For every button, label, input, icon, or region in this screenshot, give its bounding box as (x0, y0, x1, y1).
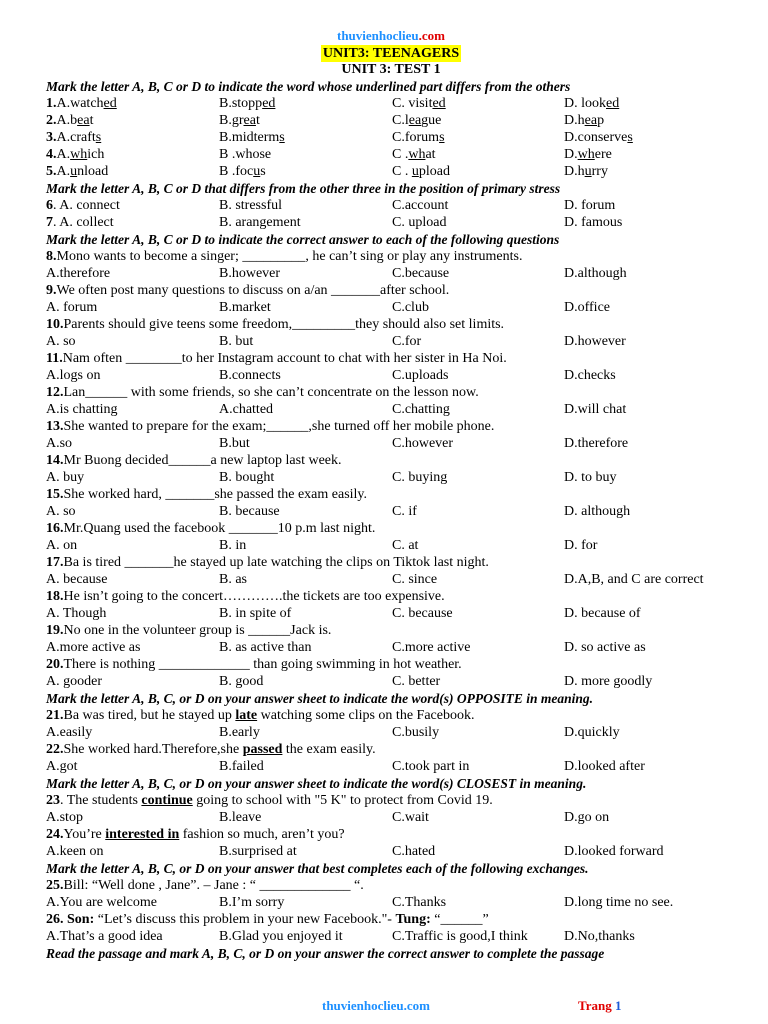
question-number: 6 (46, 198, 53, 213)
answer-option (392, 95, 564, 112)
answer-options (46, 571, 736, 588)
option-suffix: pload (418, 164, 450, 179)
question-number: 17. (46, 555, 64, 570)
answer-option: D.however (564, 334, 626, 349)
answer-option: B.Glad you enjoyed it (219, 929, 343, 944)
answer-options (46, 503, 736, 520)
question-number: 18. (46, 589, 64, 604)
answer-option: C.Thanks (392, 895, 447, 910)
answer-options (46, 435, 736, 452)
answer-option: A.You are welcome (46, 895, 157, 910)
question-number: 3. (46, 130, 57, 145)
answer-option: C.wait (392, 810, 429, 825)
answer-option (392, 146, 564, 163)
option-prefix: D.h (564, 113, 585, 128)
question-part: watching some clips on the Facebook. (257, 708, 475, 723)
option-prefix: C. upload (392, 215, 447, 230)
answer-option: B.however (219, 266, 281, 281)
answer-option: A.chatted (219, 402, 274, 417)
answer-option (46, 129, 219, 146)
question-part: Ba was tired, but he stayed up (63, 708, 236, 723)
underlined-part: ed (432, 96, 446, 111)
question-text (46, 792, 736, 809)
question-text (46, 520, 736, 537)
answer-option: B. because (219, 504, 280, 519)
answer-option (46, 146, 219, 163)
question-text (46, 248, 736, 265)
answer-option: D. for (564, 538, 598, 553)
answer-option: A. because (46, 572, 108, 587)
answer-option (219, 214, 392, 231)
answer-options (46, 299, 736, 316)
answer-options (46, 639, 736, 656)
question-text (46, 350, 736, 367)
answer-options (46, 112, 736, 129)
answer-option: C.because (392, 266, 450, 281)
option-suffix: rry (591, 164, 608, 179)
section-instruction: Mark the letter A, B, C, or D on your answer sheet to indicate the word(s) OPPOSITE in meaning. (46, 691, 594, 706)
answer-options (46, 333, 736, 350)
answer-option: C.hated (392, 844, 436, 859)
underlined-part: s (279, 130, 285, 145)
option-suffix: p (597, 113, 605, 128)
answer-option (219, 197, 392, 214)
question-part: fashion so much, aren’t you? (179, 827, 345, 842)
option-prefix: C.l (392, 113, 409, 128)
answer-option: D.quickly (564, 725, 620, 740)
answer-options (46, 129, 736, 146)
question-number: 22. (46, 742, 64, 757)
answer-option (564, 163, 736, 180)
question-stem: He isn’t going to the concert………….the tickets are too expensive. (63, 589, 445, 604)
option-prefix: C . (392, 164, 412, 179)
question-stem: Mr Buong decided______a new laptop last week. (63, 453, 342, 468)
answer-option: B. in (219, 538, 247, 553)
answer-option: A.stop (46, 810, 83, 825)
underlined-part: ed (606, 96, 620, 111)
answer-option: D.A,B, and C are correct (564, 572, 704, 587)
question-text (46, 384, 736, 401)
question-text (46, 452, 736, 469)
underlined-part: ea (77, 113, 90, 128)
question-part: . The students (60, 793, 142, 808)
answer-option: C.chatting (392, 402, 450, 417)
question-number: 5. (46, 164, 57, 179)
question-text (46, 316, 736, 333)
answer-options (46, 367, 736, 384)
question-text (46, 554, 736, 571)
question-number: 15. (46, 487, 64, 502)
option-suffix: t (89, 113, 94, 128)
answer-options (46, 214, 736, 231)
answer-options (46, 537, 736, 554)
question-stem: No one in the volunteer group is ______Jack is. (63, 623, 332, 638)
question-tail: “______” (430, 912, 489, 927)
answer-options (46, 197, 736, 214)
question-stem: We often post many questions to discuss on a/an _______after school. (56, 283, 450, 298)
question-number: 16. (46, 521, 64, 536)
underlined-word: interested in (105, 827, 180, 842)
option-suffix: s (260, 164, 266, 179)
question-number: 23 (46, 793, 60, 808)
question-text (46, 741, 736, 758)
answer-option: B. in spite of (219, 606, 292, 621)
answer-option (392, 163, 564, 180)
option-prefix: B .whose (219, 147, 272, 162)
answer-option: A.logs on (46, 368, 101, 383)
option-prefix: . A. collect (53, 215, 114, 230)
speaker-name: Tung: (395, 912, 431, 927)
answer-options (46, 843, 736, 860)
option-prefix: C.forum (392, 130, 440, 145)
site-domain: .com (418, 28, 445, 43)
answer-option: A. gooder (46, 674, 102, 689)
answer-option: C.uploads (392, 368, 449, 383)
question-part: She worked hard.Therefore,she (63, 742, 243, 757)
answer-option: C.club (392, 300, 429, 315)
question-text (46, 622, 736, 639)
answer-option (564, 197, 736, 214)
option-prefix: D.h (564, 164, 585, 179)
answer-option: C. better (392, 674, 441, 689)
option-prefix: D. famous (564, 215, 623, 230)
answer-option: C. buying (392, 470, 448, 485)
answer-option: A. buy (46, 470, 85, 485)
answer-option: A.more active as (46, 640, 141, 655)
answer-option: B.market (219, 300, 271, 315)
answer-option: A. so (46, 334, 76, 349)
answer-option: B.but (219, 436, 250, 451)
answer-option: A. forum (46, 300, 98, 315)
question-text (46, 826, 736, 843)
option-prefix: D.conserve (564, 130, 628, 145)
page-number: Trang 1 (578, 998, 622, 1013)
question-number: 19. (46, 623, 64, 638)
answer-option: C.for (392, 334, 422, 349)
answer-option: D.although (564, 266, 627, 281)
underlined-part: s (627, 130, 633, 145)
answer-option: B. as active than (219, 640, 312, 655)
answer-option: B.leave (219, 810, 262, 825)
answer-option: B.failed (219, 759, 264, 774)
underlined-part: wh (408, 147, 426, 162)
answer-option (392, 214, 564, 231)
question-number: 12. (46, 385, 64, 400)
question-number: 25. (46, 878, 64, 893)
answer-options (46, 724, 736, 741)
answer-options (46, 163, 736, 180)
answer-options (46, 401, 736, 418)
unit-title: UNIT3: TEENAGERS (322, 46, 460, 61)
test-subtitle: UNIT 3: TEST 1 (341, 62, 441, 77)
answer-option: D.therefore (564, 436, 629, 451)
option-prefix: A.watch (56, 96, 104, 111)
answer-option (219, 95, 392, 112)
question-stem: Mr.Quang used the facebook _______10 p.m last night. (63, 521, 376, 536)
question-number: 26. Son: (46, 912, 95, 927)
answer-option: A.keen on (46, 844, 104, 859)
answer-option: B.I’m sorry (219, 895, 285, 910)
option-prefix: D. (564, 147, 578, 162)
answer-option: D. although (564, 504, 631, 519)
site-name: thuvienhoclieu (337, 28, 419, 43)
option-suffix: ere (594, 147, 612, 162)
answer-option (46, 112, 219, 129)
page-footer (0, 998, 768, 1016)
answer-options (46, 146, 736, 163)
question-number: 9. (46, 283, 57, 298)
question-text (46, 656, 736, 673)
question-text (46, 486, 736, 503)
answer-option: C. because (392, 606, 453, 621)
underlined-part: ed (262, 96, 276, 111)
answer-option (392, 129, 564, 146)
option-prefix: D. forum (564, 198, 616, 213)
underlined-part: ea (584, 113, 598, 128)
answer-option: C. at (392, 538, 419, 553)
section-instruction: Mark the letter A, B, C, or D on your answer sheet to indicate the word(s) CLOSEST in meaning. (46, 776, 587, 791)
answer-option: B. good (219, 674, 264, 689)
option-suffix: gue (421, 113, 442, 128)
answer-option: D.go on (564, 810, 610, 825)
question-part: You’re (63, 827, 106, 842)
underlined-part: u (253, 164, 261, 179)
option-prefix: . A. connect (53, 198, 120, 213)
answer-option: A.therefore (46, 266, 111, 281)
section-instruction: Mark the letter A, B, C or D to indicate the word whose underlined part differs from the others (46, 79, 571, 94)
answer-option: D.looked after (564, 759, 645, 774)
underlined-part: u (584, 164, 592, 179)
question-stem: Bill: “Well done , Jane”. – Jane : “ _____________ “. (63, 878, 364, 893)
answer-option (564, 129, 736, 146)
answer-option (392, 197, 564, 214)
underlined-part: ea (243, 113, 256, 128)
option-prefix: B. arangement (219, 215, 301, 230)
option-prefix: B .foc (219, 164, 254, 179)
answer-options (46, 928, 736, 945)
answer-option (46, 214, 219, 231)
answer-option: D.No,thanks (564, 929, 635, 944)
answer-options (46, 95, 736, 112)
underlined-part: ed (103, 96, 117, 111)
answer-option: B.surprised at (219, 844, 297, 859)
question-number: 24. (46, 827, 64, 842)
question-number: 2. (46, 113, 57, 128)
question-number: 13. (46, 419, 64, 434)
question-stem: There is nothing _____________ than going swimming in hot weather. (63, 657, 462, 672)
option-prefix: C. visit (392, 96, 433, 111)
option-suffix: at (425, 147, 436, 162)
question-text (46, 911, 736, 928)
question-text (46, 282, 736, 299)
answer-option: C.Traffic is good,I think (392, 929, 528, 944)
answer-option: C.busily (392, 725, 440, 740)
answer-option (46, 163, 219, 180)
site-header (46, 28, 736, 44)
answer-option (564, 95, 736, 112)
underlined-part: wh (70, 147, 88, 162)
answer-option: A.so (46, 436, 73, 451)
answer-option: A.got (46, 759, 78, 774)
question-stem: Nam often ________to her Instagram account to chat with her sister in Ha Noi. (62, 351, 507, 366)
question-stem: “Let’s discuss this problem in your new Facebook."- (94, 912, 396, 927)
option-prefix: D. look (564, 96, 606, 111)
answer-option: D.will chat (564, 402, 627, 417)
answer-option: D.checks (564, 368, 616, 383)
option-suffix: t (255, 113, 260, 128)
answer-option: C. if (392, 504, 417, 519)
answer-option: D. to buy (564, 470, 617, 485)
option-prefix: B.midterm (219, 130, 280, 145)
underlined-part: s (95, 130, 102, 145)
option-prefix: B.gr (219, 113, 244, 128)
answer-options (46, 265, 736, 282)
option-prefix: B.stopp (219, 96, 263, 111)
answer-option: C.took part in (392, 759, 470, 774)
answer-option: A.That’s a good idea (46, 929, 163, 944)
option-prefix: A.craft (56, 130, 96, 145)
answer-option: C. since (392, 572, 438, 587)
underlined-part: u (70, 164, 78, 179)
worksheet-page (46, 28, 736, 962)
question-stem: Parents should give teens some freedom,_________they should also set limits. (63, 317, 505, 332)
option-prefix: C.account (392, 198, 449, 213)
question-number: 20. (46, 657, 64, 672)
question-number: 7 (46, 215, 53, 230)
underlined-word: continue (141, 793, 193, 808)
question-number: 8. (46, 249, 57, 264)
answer-option: D. so active as (564, 640, 646, 655)
answer-option: B.connects (219, 368, 281, 383)
answer-options (46, 469, 736, 486)
underlined-word: passed (242, 742, 283, 757)
question-text (46, 418, 736, 435)
answer-option: B. bought (219, 470, 275, 485)
option-prefix: C . (392, 147, 409, 162)
answer-option: C.more active (392, 640, 471, 655)
question-stem: She wanted to prepare for the exam;______,she turned off her mobile phone. (63, 419, 495, 434)
question-stem: Lan______ with some friends, so she can’t concentrate on the lesson now. (63, 385, 479, 400)
answer-option: A. so (46, 504, 76, 519)
question-stem: Mono wants to become a singer; _________, he can’t sing or play any instruments. (56, 249, 523, 264)
question-stem: She worked hard, _______she passed the exam easily. (63, 487, 368, 502)
answer-option: A.is chatting (46, 402, 118, 417)
underlined-word: late (235, 708, 258, 723)
section-instruction: Mark the letter A, B, C or D to indicate the correct answer to each of the following questions (46, 232, 560, 247)
answer-option: D. more goodly (564, 674, 653, 689)
underlined-part: wh (577, 147, 595, 162)
option-suffix: nload (77, 164, 109, 179)
answer-option (564, 214, 736, 231)
answer-option (219, 146, 392, 163)
option-prefix: A. (56, 164, 71, 179)
footer-site: thuvienhoclieu.com (322, 998, 430, 1013)
question-text (46, 707, 736, 724)
answer-option: C.however (392, 436, 454, 451)
answer-option: B. as (219, 572, 247, 587)
answer-options (46, 758, 736, 775)
question-number: 14. (46, 453, 64, 468)
option-prefix: A.b (56, 113, 78, 128)
question-number: 1. (46, 96, 57, 111)
answer-option: D.looked forward (564, 844, 664, 859)
underlined-part: s (439, 130, 445, 145)
answer-option: A. Though (46, 606, 107, 621)
option-prefix: B. stressful (219, 198, 282, 213)
answer-option (46, 95, 219, 112)
answer-option (46, 197, 219, 214)
answer-option (564, 146, 736, 163)
question-number: 10. (46, 317, 64, 332)
answer-option: D.office (564, 300, 610, 315)
answer-option: B. but (219, 334, 254, 349)
question-number: 4. (46, 147, 57, 162)
answer-option: A. on (46, 538, 78, 553)
answer-options (46, 673, 736, 690)
underlined-part: ea (408, 113, 422, 128)
section-instruction: Mark the letter A, B, C, or D on your answer that best completes each of the following exchanges. (46, 861, 589, 876)
underlined-part: u (411, 164, 419, 179)
question-number: 21. (46, 708, 64, 723)
question-stem: Ba is tired _______he stayed up late watching the clips on Tiktok last night. (63, 555, 489, 570)
answer-options (46, 894, 736, 911)
answer-option: D. because of (564, 606, 641, 621)
question-part: going to school with "5 K" to protect from Covid 19. (192, 793, 493, 808)
question-text (46, 588, 736, 605)
answer-options (46, 809, 736, 826)
answer-option (219, 112, 392, 129)
answer-option (392, 112, 564, 129)
section-instruction: Mark the letter A, B, C or D that differs from the other three in the position of primary stress (46, 181, 561, 196)
closing-instruction: Read the passage and mark A, B, C, or D on your answer the correct answer to complete the passage (46, 946, 605, 961)
question-text (46, 877, 736, 894)
answer-option: A.easily (46, 725, 93, 740)
answer-option (219, 163, 392, 180)
answer-option (564, 112, 736, 129)
option-suffix: ich (87, 147, 105, 162)
question-number: 11. (46, 351, 63, 366)
answer-options (46, 605, 736, 622)
answer-option: B.early (219, 725, 260, 740)
answer-option (219, 129, 392, 146)
option-prefix: A. (56, 147, 71, 162)
question-list (46, 78, 736, 962)
answer-option: D.long time no see. (564, 895, 674, 910)
question-part: the exam easily. (282, 742, 376, 757)
